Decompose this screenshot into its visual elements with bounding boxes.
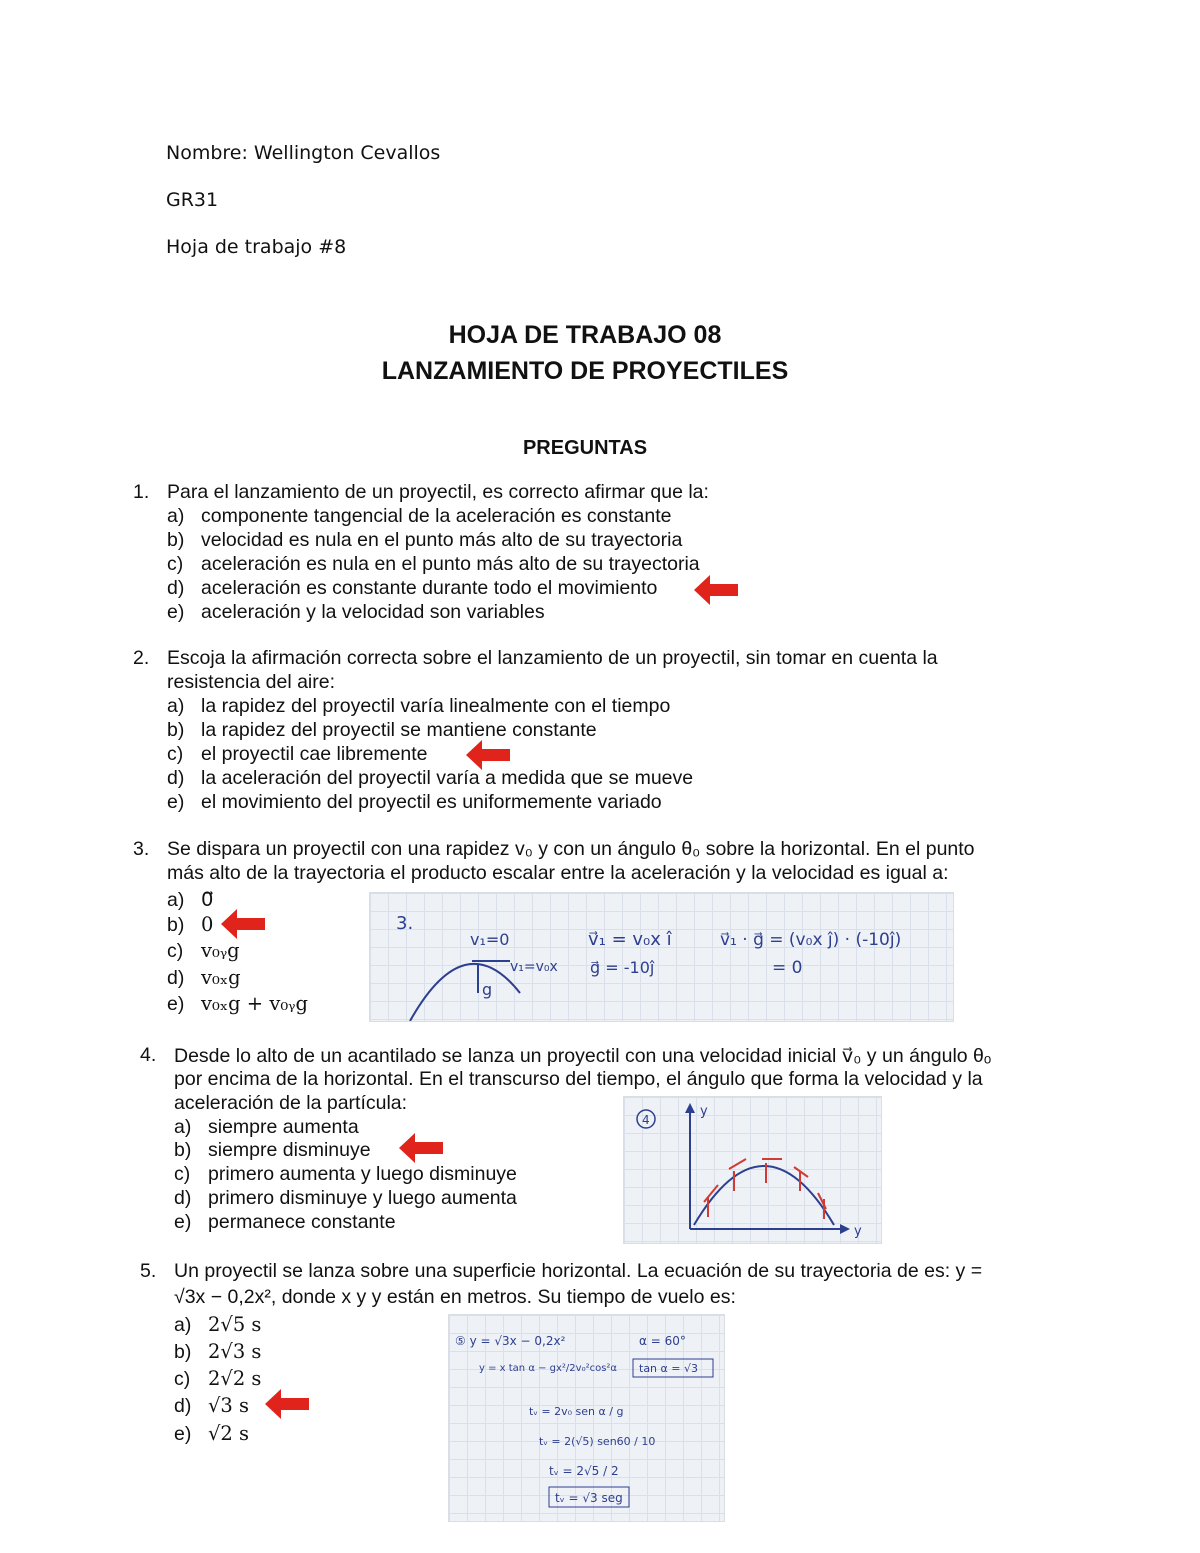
- q4-text-line1: Desde lo alto de un acantilado se lanza un proyectil con una velocidad inicial v⃗₀ y un ángulo θₒ: [174, 1045, 992, 1067]
- option-text: primero aumenta y luego disminuye: [208, 1163, 517, 1185]
- option-letter: e): [167, 791, 185, 813]
- q4-option-b: [174, 1139, 371, 1162]
- option-text: primero disminuye y luego aumenta: [208, 1187, 517, 1209]
- q3-number: 3.: [133, 838, 150, 860]
- q5-option-c: [174, 1367, 261, 1391]
- answer-arrow-icon: [694, 575, 740, 605]
- option-text: aceleración y la velocidad son variables: [201, 601, 545, 623]
- work-line5: tᵥ = 2√5 / 2: [549, 1464, 619, 1478]
- option-letter: d): [174, 1187, 192, 1209]
- student-name: Nombre: Wellington Cevallos: [166, 142, 441, 164]
- option-text: velocidad es nula en el punto más alto de su trayectoria: [201, 529, 683, 551]
- option-text: √2 s: [208, 1422, 250, 1445]
- option-text: la rapidez del proyectil varía linealmente con el tiempo: [201, 695, 671, 717]
- option-letter: b): [167, 719, 185, 741]
- work-line6: tᵥ = √3 seg: [555, 1491, 623, 1505]
- work-line2: y = x tan α − gx²/2v₀²cos²α: [479, 1363, 618, 1374]
- option-text: v₀ᵧg: [201, 939, 240, 962]
- work-label: 3.: [396, 913, 414, 934]
- q1-text: Para el lanzamiento de un proyectil, es correcto afirmar que la:: [167, 481, 709, 503]
- option-text: v₀ₓg + v₀ᵧg: [201, 992, 308, 1015]
- option-text: el proyectil cae libremente: [201, 743, 428, 765]
- option-text: √3 s: [208, 1394, 250, 1417]
- work-vector: v⃗₁ = v₀x î: [588, 929, 672, 950]
- q2-option-d: [167, 767, 693, 790]
- q3-option-c: [167, 939, 240, 963]
- q5-option-b: [174, 1340, 261, 1364]
- work-result: = 0: [772, 958, 803, 978]
- q1-option-c: [167, 553, 700, 576]
- option-letter: d): [167, 577, 185, 599]
- option-letter: b): [174, 1139, 192, 1161]
- option-letter: b): [167, 914, 185, 936]
- option-letter: a): [167, 889, 185, 911]
- work-alpha: α = 60°: [639, 1334, 686, 1348]
- q4-handwritten-work-image: [623, 1096, 882, 1244]
- work-v1: v₁=0: [470, 930, 510, 949]
- q2-option-a: [167, 695, 670, 718]
- option-letter: a): [167, 505, 185, 527]
- option-letter: b): [167, 529, 185, 551]
- option-letter: d): [174, 1395, 192, 1417]
- option-text: permanece constante: [208, 1211, 396, 1233]
- q1-option-b: [167, 529, 682, 552]
- work-line1: ⑤ y = √3x − 0,2x²: [455, 1334, 566, 1348]
- work-y-axis: y: [700, 1104, 708, 1119]
- option-text: el movimiento del proyectil es uniformemente variado: [201, 791, 662, 813]
- q1-option-a: [167, 505, 672, 528]
- option-text: componente tangencial de la aceleración es constante: [201, 505, 672, 527]
- q4-number: 4.: [140, 1044, 157, 1066]
- q5-text-line1: Un proyectil se lanza sobre una superficie horizontal. La ecuación de su trayectoria de es: y =: [174, 1260, 983, 1282]
- answer-arrow-icon: [399, 1133, 445, 1163]
- q3-option-a: [167, 888, 213, 912]
- option-letter: d): [167, 767, 185, 789]
- q5-option-e: [174, 1422, 249, 1446]
- q5-option-a: [174, 1313, 261, 1337]
- q5-number: 5.: [140, 1260, 157, 1282]
- q3-option-b: [167, 913, 213, 937]
- q2-option-e: [167, 791, 662, 814]
- q4-option-a: [174, 1116, 359, 1139]
- option-letter: c): [167, 940, 184, 962]
- work-line3: tᵥ = 2v₀ sen α / g: [529, 1405, 624, 1418]
- q1-option-d: [167, 577, 657, 600]
- work-gravity: g⃗ = -10ĵ: [590, 958, 655, 977]
- q4-option-c: [174, 1163, 517, 1186]
- answer-arrow-icon: [265, 1389, 311, 1419]
- group-code: GR31: [166, 189, 219, 211]
- q5-handwritten-work-image: [448, 1314, 725, 1522]
- option-text: la aceleración del proyectil varía a medida que se mueve: [201, 767, 694, 789]
- q3-text-line2: más alto de la trayectoria el producto escalar entre la aceleración y la velocidad es igual a:: [167, 862, 949, 884]
- q3-text-line1: Se dispara un proyectil con una rapidez v₀ y con un ángulo θ₀ sobre la horizontal. En el punto: [167, 838, 975, 860]
- work-line4: tᵥ = 2(√5) sen60 / 10: [539, 1435, 656, 1448]
- work-tan: tan α = √3: [639, 1362, 698, 1375]
- option-text: 2√2 s: [208, 1367, 262, 1390]
- q2-text-line1: Escoja la afirmación correcta sobre el lanzamiento de un proyectil, sin tomar en cuenta la: [167, 647, 938, 669]
- option-letter: a): [174, 1314, 192, 1336]
- q1-number: 1.: [133, 481, 150, 503]
- work-label: 4: [642, 1113, 650, 1127]
- option-text: aceleración es constante durante todo el movimiento: [201, 577, 658, 599]
- option-text: aceleración es nula en el punto más alto de su trayectoria: [201, 553, 700, 575]
- q1-option-e: [167, 601, 545, 624]
- q4-text-line3: aceleración de la partícula:: [174, 1092, 408, 1114]
- option-text: la rapidez del proyectil se mantiene constante: [201, 719, 597, 741]
- q2-option-c: [167, 743, 428, 766]
- q5-text-line2: √3x − 0,2x², donde x y y están en metros. Su tiempo de vuelo es:: [174, 1286, 736, 1308]
- answer-arrow-icon: [221, 909, 267, 939]
- option-letter: e): [174, 1211, 192, 1233]
- worksheet-subtitle: LANZAMIENTO DE PROYECTILES: [381, 357, 789, 385]
- work-g-label: g: [482, 980, 493, 999]
- q2-number: 2.: [133, 647, 150, 669]
- option-letter: e): [174, 1423, 192, 1445]
- option-letter: e): [167, 993, 185, 1015]
- option-text: siempre disminuye: [208, 1139, 371, 1161]
- option-text: 2√3 s: [208, 1340, 262, 1363]
- q5-option-d: [174, 1394, 249, 1418]
- q4-option-e: [174, 1211, 396, 1234]
- work-x-axis: y: [854, 1224, 862, 1239]
- option-letter: c): [174, 1163, 191, 1185]
- section-title: PREGUNTAS: [522, 437, 648, 459]
- option-letter: b): [174, 1341, 192, 1363]
- q3-option-d: [167, 966, 241, 990]
- worksheet-label: Hoja de trabajo #8: [166, 236, 347, 258]
- q3-handwritten-work-image: [369, 892, 954, 1022]
- option-letter: c): [174, 1368, 191, 1390]
- option-text: 0: [201, 913, 214, 936]
- option-letter: c): [167, 553, 184, 575]
- option-letter: d): [167, 967, 185, 989]
- option-text: 0⃗: [201, 888, 214, 911]
- option-letter: a): [174, 1116, 192, 1138]
- work-dot-product: v⃗₁ · g⃗ = (v₀x ĵ) · (-10ĵ): [720, 930, 902, 950]
- option-text: v₀ₓg: [201, 966, 241, 989]
- q4-text-line2: por encima de la horizontal. En el transcurso del tiempo, el ángulo que forma la velocidad y la: [174, 1068, 983, 1090]
- option-letter: a): [167, 695, 185, 717]
- worksheet-title: HOJA DE TRABAJO 08: [448, 321, 722, 349]
- work-v1x: v₁=v₀x: [510, 959, 558, 975]
- option-letter: e): [167, 601, 185, 623]
- q2-text-line2: resistencia del aire:: [167, 671, 335, 693]
- option-text: 2√5 s: [208, 1313, 262, 1336]
- answer-arrow-icon: [466, 740, 512, 770]
- option-letter: c): [167, 743, 184, 765]
- q4-option-d: [174, 1187, 517, 1210]
- q2-option-b: [167, 719, 597, 742]
- option-text: siempre aumenta: [208, 1116, 359, 1138]
- q3-option-e: [167, 992, 308, 1016]
